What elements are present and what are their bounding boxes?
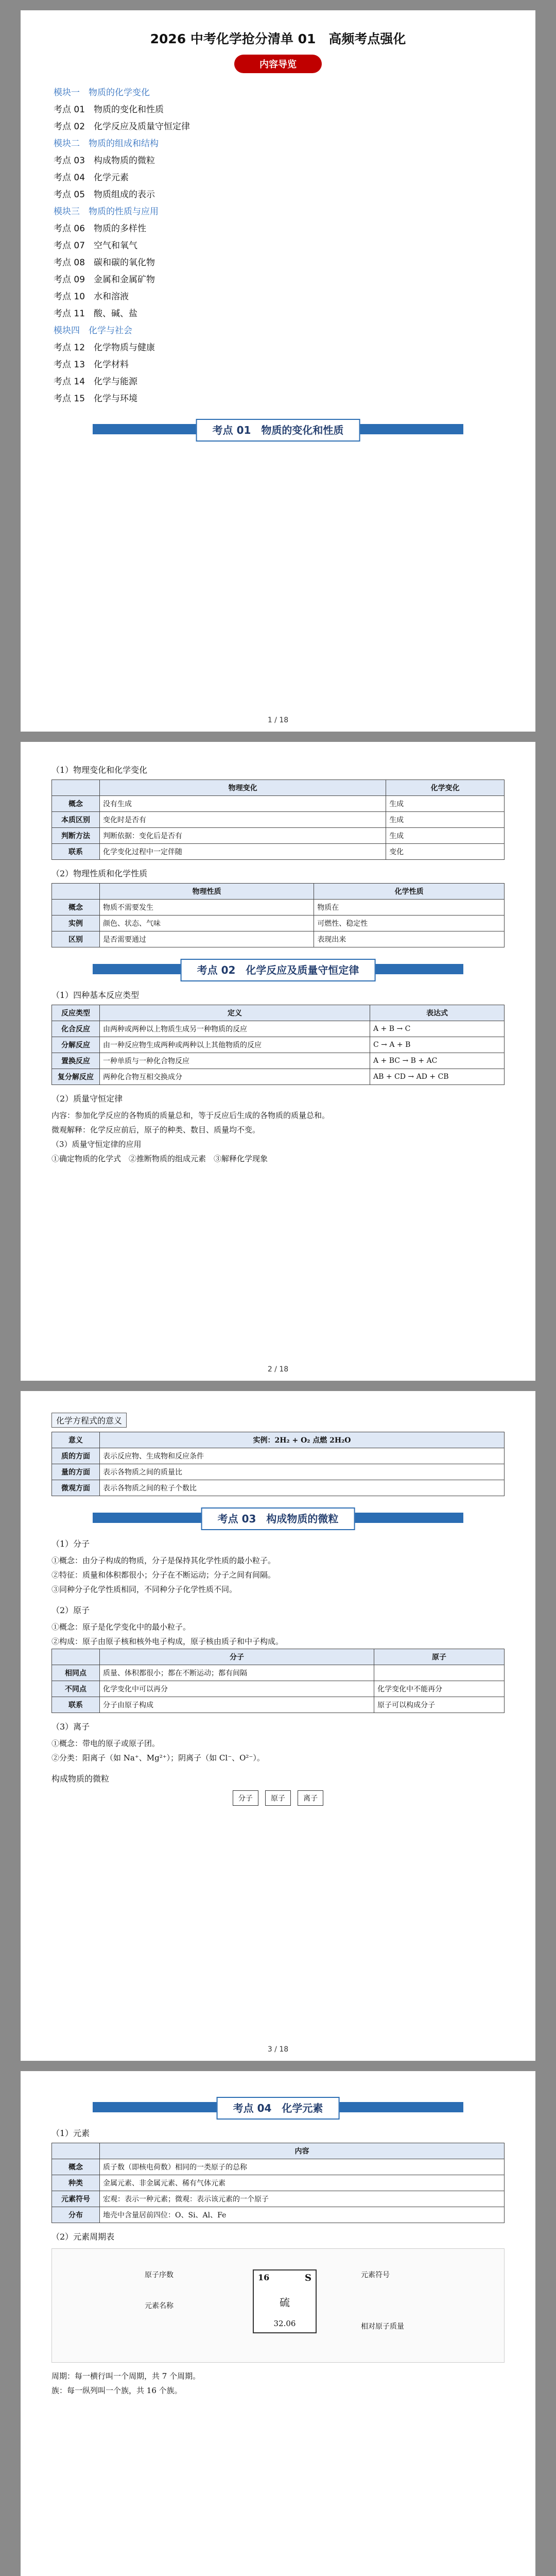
kp02-banner-label: 考点 02 化学反应及质量守恒定律 — [181, 959, 376, 981]
kp02-s1-table — [51, 1005, 505, 1085]
kp04-banner — [93, 2097, 463, 2117]
table-row — [52, 1053, 505, 1069]
table-of-contents — [51, 84, 505, 408]
table-cell: 表现出来 — [314, 931, 505, 947]
kp01-s2-table — [51, 883, 505, 947]
toc-item[interactable]: 考点 15 化学与环境 — [54, 394, 138, 404]
table-row — [52, 931, 505, 947]
table-row — [52, 1069, 505, 1085]
kp04-s1-table — [51, 2143, 505, 2223]
kp02-s3-title: 化学方程式的意义 — [51, 1413, 127, 1428]
toc-item[interactable]: 考点 10 水和溶液 — [54, 292, 129, 302]
table-header — [52, 780, 100, 796]
table-row — [52, 1448, 505, 1464]
table-cell: 物质不需要发生 — [100, 900, 314, 916]
table-row — [52, 916, 505, 931]
table-cell: 化学变化中可以再分 — [100, 1681, 374, 1697]
table-header — [52, 1649, 100, 1665]
toc-item[interactable]: 考点 02 化学反应及质量守恒定律 — [54, 122, 190, 132]
kp01-s1-title: （1）物理变化和化学变化 — [51, 765, 148, 775]
table-cell: 分子由原子构成 — [100, 1697, 374, 1713]
table-row — [52, 844, 505, 860]
row-header: 置换反应 — [52, 1053, 100, 1069]
page-number: 2 / 18 — [267, 1365, 289, 1374]
table-header: 实例：2H₂ + O₂ 点燃 2H₂O — [100, 1432, 505, 1448]
table-cell: AB + CD → AD + CB — [370, 1069, 505, 1085]
table-cell: 是否需要通过 — [100, 931, 314, 947]
table-cell: 化学变化过程中一定伴随 — [100, 844, 386, 860]
table-row — [52, 828, 505, 844]
table-cell: 由两种或两种以上物质生成另一种物质的反应 — [100, 1021, 370, 1037]
table-cell: 两种化合物互相交换成分 — [100, 1069, 370, 1085]
note-line: ①概念：原子是化学变化中的最小粒子。 — [51, 1622, 191, 1632]
kp02-s2-title: （2）质量守恒定律 — [51, 1094, 123, 1104]
row-header: 化合反应 — [52, 1021, 100, 1037]
toc-module[interactable]: 模块一 物质的化学变化 — [54, 88, 150, 98]
table-header — [52, 884, 100, 900]
table-row — [52, 1480, 505, 1496]
page-3 — [21, 1391, 535, 2061]
note-line: ①概念：带电的原子或原子团。 — [51, 1739, 160, 1748]
kp03-s2-table — [51, 1649, 505, 1713]
nav-banner: 内容导览 — [234, 55, 322, 73]
row-header: 联系 — [52, 1697, 100, 1713]
row-header: 区别 — [52, 931, 100, 947]
table-row — [52, 1464, 505, 1480]
kp02-s3-table — [51, 1432, 505, 1496]
table-header — [52, 2143, 100, 2159]
table-header: 内容 — [100, 2143, 505, 2159]
row-header: 概念 — [52, 796, 100, 812]
table-cell: 原子可以构成分子 — [374, 1697, 505, 1713]
row-header: 分布 — [52, 2207, 100, 2223]
table-cell: 没有生成 — [100, 796, 386, 812]
note-line: ③同种分子化学性质相同，不同种分子化学性质不同。 — [51, 1585, 237, 1594]
kp01-banner-label: 考点 01 物质的变化和性质 — [196, 419, 360, 442]
table-row — [52, 812, 505, 828]
note-line: ①概念：由分子构成的物质，分子是保持其化学性质的最小粒子。 — [51, 1556, 276, 1565]
table-cell: 宏观：表示一种元素；微观：表示该元素的一个原子 — [100, 2191, 505, 2207]
table-row — [52, 796, 505, 812]
table-header: 物理性质 — [100, 884, 314, 900]
kp01-banner — [93, 419, 463, 439]
row-header: 复分解反应 — [52, 1069, 100, 1085]
row-header: 微观方面 — [52, 1480, 100, 1496]
table-cell: 可燃性、稳定性 — [314, 916, 505, 931]
table-cell: 金属元素、非金属元素、稀有气体元素 — [100, 2175, 505, 2191]
row-header: 相同点 — [52, 1665, 100, 1681]
table-cell: 一种单质与一种化合物反应 — [100, 1053, 370, 1069]
kp03-banner-label: 考点 03 构成物质的微粒 — [201, 1507, 355, 1530]
table-cell: 表示各物质之间的质量比 — [100, 1464, 505, 1480]
row-header: 概念 — [52, 900, 100, 916]
note-line: ②特征：质量和体积都很小；分子在不断运动；分子之间有间隔。 — [51, 1570, 276, 1580]
diagram-label: 相对原子质量 — [361, 2323, 404, 2331]
diagram-label: 元素符号 — [361, 2271, 390, 2279]
table-row — [52, 1021, 505, 1037]
element-name: 硫 — [280, 2296, 290, 2309]
table-cell: 判断依据：变化后是否有 — [100, 828, 386, 844]
toc-item[interactable]: 考点 04 化学元素 — [54, 173, 129, 183]
table-cell: A + BC → B + AC — [370, 1053, 505, 1069]
table-cell: 变化时是否有 — [100, 812, 386, 828]
atomic-number: 16 — [258, 2273, 270, 2282]
row-header: 不同点 — [52, 1681, 100, 1697]
table-header: 意义 — [52, 1432, 100, 1448]
table-cell: 由一种反应物生成两种或两种以上其他物质的反应 — [100, 1037, 370, 1053]
kp04-s1-title: （1）元素 — [51, 2128, 90, 2138]
toc-item[interactable]: 考点 08 碳和碳的氧化物 — [54, 258, 155, 268]
table-cell: 质子数（即核电荷数）相同的一类原子的总称 — [100, 2159, 505, 2175]
note-line: 内容：参加化学反应的各物质的质量总和，等于反应后生成的各物质的质量总和。 — [51, 1111, 330, 1120]
element-symbol: S — [305, 2273, 311, 2283]
table-cell: A + B → C — [370, 1021, 505, 1037]
toc-module[interactable]: 模块二 物质的组成和结构 — [54, 139, 159, 149]
row-header: 实例 — [52, 916, 100, 931]
table-header: 化学变化 — [386, 780, 505, 796]
toc-item[interactable]: 考点 01 物质的变化和性质 — [54, 105, 164, 115]
kp03-banner — [93, 1507, 463, 1528]
row-header: 联系 — [52, 844, 100, 860]
table-row — [52, 2191, 505, 2207]
table-cell: 生成 — [386, 828, 505, 844]
note-line: 微观解释：化学反应前后，原子的种类、数目、质量均不变。 — [51, 1125, 260, 1134]
kp03-s2-title: （2）原子 — [51, 1605, 90, 1615]
table-row — [52, 1697, 505, 1713]
note-line: 族：每一纵列叫一个族，共 16 个族。 — [51, 2386, 182, 2395]
toc-item[interactable]: 考点 13 化学材料 — [54, 360, 129, 370]
toc-item[interactable]: 考点 12 化学物质与健康 — [54, 343, 155, 353]
table-header: 原子 — [374, 1649, 505, 1665]
table-row — [52, 1037, 505, 1053]
particle-box: 离子 — [298, 1790, 323, 1806]
note-line: ②构成：原子由原子核和核外电子构成，原子核由质子和中子构成。 — [51, 1637, 284, 1646]
kp02-banner — [93, 959, 463, 979]
particle-box: 分子 — [233, 1790, 258, 1806]
table-cell: 生成 — [386, 812, 505, 828]
kp01-s1-table — [51, 779, 505, 860]
periodic-cell — [253, 2269, 317, 2333]
table-cell: 质量、体积都很小；都在不断运动；都有间隔 — [100, 1665, 374, 1681]
table-cell: 变化 — [386, 844, 505, 860]
toc-item[interactable]: 考点 03 构成物质的微粒 — [54, 156, 155, 166]
table-row — [52, 1681, 505, 1697]
particle-box: 原子 — [265, 1790, 291, 1806]
row-header: 分解反应 — [52, 1037, 100, 1053]
diagram-label: 原子序数 — [145, 2271, 173, 2279]
table-header: 物理变化 — [100, 780, 386, 796]
toc-item[interactable]: 考点 05 物质组成的表示 — [54, 190, 155, 200]
table-header: 分子 — [100, 1649, 374, 1665]
doc-title: 2026 中考化学抢分清单 01 高频考点强化 — [150, 31, 406, 46]
table-cell: 表示各物质之间的粒子个数比 — [100, 1480, 505, 1496]
row-header: 量的方面 — [52, 1464, 100, 1480]
toc-item[interactable]: 考点 14 化学与能源 — [54, 377, 138, 387]
row-header: 概念 — [52, 2159, 100, 2175]
table-cell: C → A + B — [370, 1037, 505, 1053]
periodic-cell-diagram — [51, 2248, 505, 2363]
note-line: 周期：每一横行叫一个周期，共 7 个周期。 — [51, 2371, 201, 2381]
table-row — [52, 2159, 505, 2175]
toc-item[interactable]: 考点 11 酸、碱、盐 — [54, 309, 138, 319]
table-cell: 物质在 — [314, 900, 505, 916]
table-cell — [374, 1665, 505, 1681]
note-line: ①确定物质的化学式 ②推断物质的组成元素 ③解释化学现象 — [51, 1154, 268, 1163]
kp04-banner-label: 考点 04 化学元素 — [217, 2097, 340, 2120]
table-cell: 表示反应物、生成物和反应条件 — [100, 1448, 505, 1464]
toc-module[interactable]: 模块四 化学与社会 — [54, 326, 132, 336]
table-header: 反应类型 — [52, 1005, 100, 1021]
table-cell: 地壳中含量居前四位：O、Si、Al、Fe — [100, 2207, 505, 2223]
kp03-s4-title: 构成物质的微粒 — [51, 1774, 110, 1784]
page-number: 1 / 18 — [267, 716, 289, 724]
table-header: 表达式 — [370, 1005, 505, 1021]
row-header: 质的方面 — [52, 1448, 100, 1464]
table-cell: 生成 — [386, 796, 505, 812]
table-row — [52, 1665, 505, 1681]
table-header: 化学性质 — [314, 884, 505, 900]
page-1 — [21, 10, 535, 732]
page-2 — [21, 742, 535, 1381]
kp01-s2-title: （2）物理性质和化学性质 — [51, 869, 148, 878]
table-row — [52, 2175, 505, 2191]
table-cell: 化学变化中不能再分 — [374, 1681, 505, 1697]
table-row — [52, 900, 505, 916]
row-header: 判断方法 — [52, 828, 100, 844]
kp03-s1-title: （1）分子 — [51, 1539, 90, 1549]
table-row — [52, 2207, 505, 2223]
diagram-label: 元素名称 — [145, 2302, 173, 2310]
toc-item[interactable]: 考点 07 空气和氧气 — [54, 241, 138, 251]
atomic-mass: 32.06 — [273, 2319, 296, 2328]
page-number: 3 / 18 — [267, 2045, 289, 2054]
kp02-s1-title: （1）四种基本反应类型 — [51, 990, 140, 1000]
kp04-s2-title: （2）元素周期表 — [51, 2232, 115, 2242]
toc-item[interactable]: 考点 09 金属和金属矿物 — [54, 275, 155, 285]
kp03-s3-title: （3）离子 — [51, 1722, 90, 1732]
toc-item[interactable]: 考点 06 物质的多样性 — [54, 224, 147, 234]
table-header: 定义 — [100, 1005, 370, 1021]
table-cell: 颜色、状态、气味 — [100, 916, 314, 931]
note-line: ②分类：阳离子（如 Na⁺、Mg²⁺）；阴离子（如 Cl⁻、O²⁻）。 — [51, 1753, 265, 1762]
toc-module[interactable]: 模块三 物质的性质与应用 — [54, 207, 159, 217]
row-header: 本质区别 — [52, 812, 100, 828]
row-header: 元素符号 — [52, 2191, 100, 2207]
row-header: 种类 — [52, 2175, 100, 2191]
page-4 — [21, 2071, 535, 2576]
note-line: （3）质量守恒定律的应用 — [51, 1140, 142, 1149]
